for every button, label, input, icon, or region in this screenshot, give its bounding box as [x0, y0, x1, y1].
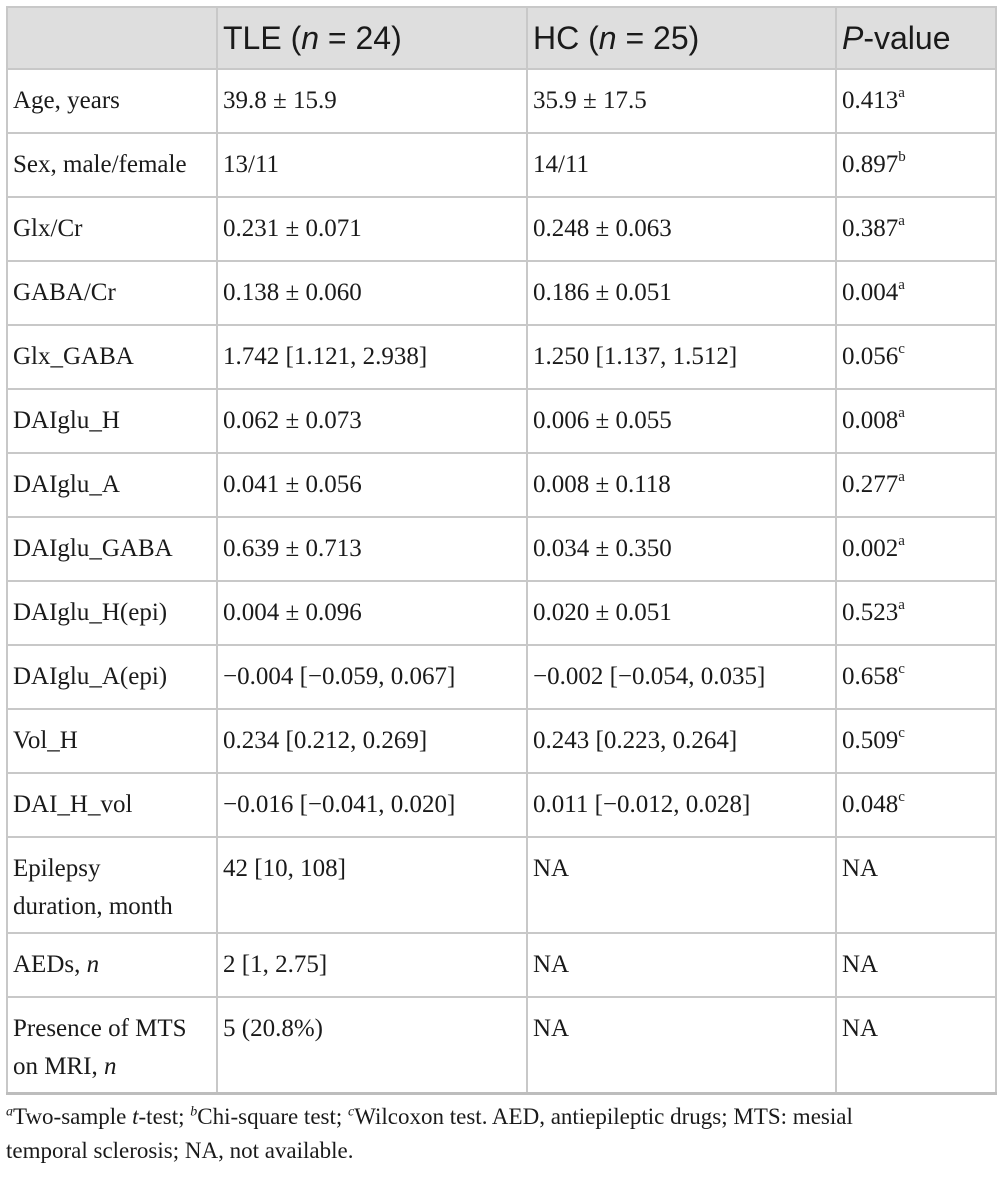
row-label: Age, years: [7, 69, 217, 133]
tle-cell: 39.8 ± 15.9: [217, 69, 527, 133]
table-row: [7, 645, 996, 709]
p-cell: [836, 453, 996, 517]
p-cell: [836, 581, 996, 645]
header-p-value: P-value: [836, 7, 996, 69]
p-cell: NA: [836, 933, 996, 997]
header-tle: TLE (n = 24): [217, 7, 527, 69]
hc-cell: 0.248 ± 0.063: [527, 197, 836, 261]
hc-cell: NA: [527, 933, 836, 997]
p-value: 0.056: [842, 343, 899, 370]
tle-cell: −0.004 [−0.059, 0.067]: [217, 645, 527, 709]
hc-cell: 0.006 ± 0.055: [527, 389, 836, 453]
header-hc: HC (n = 25): [527, 7, 836, 69]
hc-cell: 35.9 ± 17.5: [527, 69, 836, 133]
p-cell: [836, 133, 996, 197]
table-footnote: $^a$Two-sample t-test; $^b$Chi-square test; $^c$Wilcoxon test. AED, antiepileptic drugs; MTS: mesial temporal sclerosis; NA, not available.: [6, 1104, 853, 1163]
p-value: 0.008: [842, 407, 899, 434]
hc-cell: 0.243 [0.223, 0.264]: [527, 709, 836, 773]
row-label: DAI_H_vol: [7, 773, 217, 837]
table-row: [7, 581, 996, 645]
row-label: Presence of MTS on MRI, n: [7, 997, 217, 1094]
row-label: Glx/Cr: [7, 197, 217, 261]
tle-cell: 0.004 ± 0.096: [217, 581, 527, 645]
footnote-marker-b: b: [190, 1104, 198, 1120]
hc-cell: 14/11: [527, 133, 836, 197]
header-row: [7, 7, 996, 69]
tle-cell: 0.234 [0.212, 0.269]: [217, 709, 527, 773]
p-cell: [836, 645, 996, 709]
p-cell: [836, 69, 996, 133]
hc-cell: 0.034 ± 0.350: [527, 517, 836, 581]
p-value-footnote-marker: a: [898, 404, 905, 421]
footnote-marker-a: a: [6, 1104, 13, 1120]
table-row: [7, 773, 996, 837]
p-cell: NA: [836, 997, 996, 1094]
tle-cell: 1.742 [1.121, 2.938]: [217, 325, 527, 389]
p-value: 0.523: [842, 599, 899, 626]
p-value-footnote-marker: c: [898, 724, 905, 741]
hc-cell: 1.250 [1.137, 1.512]: [527, 325, 836, 389]
hc-cell: 0.020 ± 0.051: [527, 581, 836, 645]
p-value: 0.413: [842, 87, 899, 114]
row-label: DAIglu_H(epi): [7, 581, 217, 645]
p-cell: [836, 709, 996, 773]
tle-cell: 0.639 ± 0.713: [217, 517, 527, 581]
table-row-aeds: [7, 933, 996, 997]
row-label: Glx_GABA: [7, 325, 217, 389]
row-label: Sex, male/female: [7, 133, 217, 197]
row-label: AEDs, n: [7, 933, 217, 997]
table-row: [7, 389, 996, 453]
tle-cell: 42 [10, 108]: [217, 837, 527, 933]
hc-cell: 0.008 ± 0.118: [527, 453, 836, 517]
hc-cell: NA: [527, 837, 836, 933]
p-cell: [836, 389, 996, 453]
p-cell: [836, 261, 996, 325]
hc-cell: 0.186 ± 0.051: [527, 261, 836, 325]
p-value: 0.277: [842, 471, 899, 498]
header-blank: [7, 7, 217, 69]
row-label: DAIglu_H: [7, 389, 217, 453]
hc-cell: 0.011 [−0.012, 0.028]: [527, 773, 836, 837]
table-row: [7, 517, 996, 581]
footnote-marker-c: c: [348, 1104, 355, 1120]
p-value: 0.387: [842, 215, 899, 242]
p-cell: [836, 773, 996, 837]
p-cell: [836, 197, 996, 261]
p-value-footnote-marker: a: [898, 84, 905, 101]
p-cell: NA: [836, 837, 996, 933]
tle-cell: 0.231 ± 0.071: [217, 197, 527, 261]
p-value: 0.509: [842, 727, 899, 754]
tle-cell: 0.041 ± 0.056: [217, 453, 527, 517]
tle-cell: 13/11: [217, 133, 527, 197]
p-value-footnote-marker: c: [898, 340, 905, 357]
p-cell: [836, 325, 996, 389]
row-label: Vol_H: [7, 709, 217, 773]
table-row: [7, 197, 996, 261]
tle-cell: 5 (20.8%): [217, 997, 527, 1094]
p-value: 0.048: [842, 791, 899, 818]
table-row: [7, 69, 996, 133]
row-label: GABA/Cr: [7, 261, 217, 325]
p-value: 0.002: [842, 535, 899, 562]
hc-cell: −0.002 [−0.054, 0.035]: [527, 645, 836, 709]
table-row: [7, 133, 996, 197]
p-value-footnote-marker: a: [898, 596, 905, 613]
results-table: [6, 6, 997, 1095]
table-row: [7, 325, 996, 389]
p-value-footnote-marker: b: [898, 148, 906, 165]
table-row: [7, 261, 996, 325]
row-label: Epilepsy duration, month: [7, 837, 217, 933]
hc-cell: NA: [527, 997, 836, 1094]
tle-cell: 0.062 ± 0.073: [217, 389, 527, 453]
p-value: 0.897: [842, 151, 899, 178]
table-row-mts: [7, 997, 996, 1094]
p-value-footnote-marker: a: [898, 212, 905, 229]
row-label: DAIglu_GABA: [7, 517, 217, 581]
table-row-epilepsy-duration: [7, 837, 996, 933]
tle-cell: 0.138 ± 0.060: [217, 261, 527, 325]
table-row: [7, 709, 996, 773]
tle-cell: −0.016 [−0.041, 0.020]: [217, 773, 527, 837]
row-label: DAIglu_A: [7, 453, 217, 517]
p-value-footnote-marker: c: [898, 788, 905, 805]
p-value: 0.004: [842, 279, 899, 306]
row-label: DAIglu_A(epi): [7, 645, 217, 709]
p-value-footnote-marker: a: [898, 276, 905, 293]
p-value-footnote-marker: a: [898, 468, 905, 485]
p-value: 0.658: [842, 663, 899, 690]
table-row: [7, 453, 996, 517]
tle-cell: 2 [1, 2.75]: [217, 933, 527, 997]
p-cell: [836, 517, 996, 581]
p-value-footnote-marker: a: [898, 532, 905, 549]
p-value-footnote-marker: c: [898, 660, 905, 677]
